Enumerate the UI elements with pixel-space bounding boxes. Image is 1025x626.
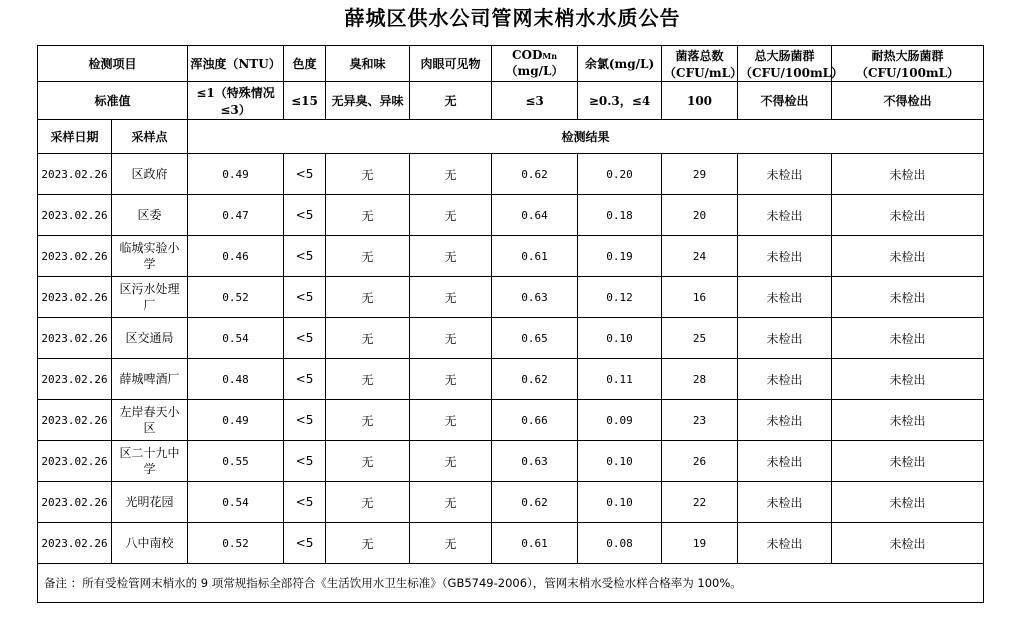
visible-value: 无 bbox=[410, 236, 492, 277]
odor-value: 无 bbox=[326, 195, 410, 236]
sample-location: 八中南校 bbox=[112, 523, 188, 564]
note-text: 备注 ：所有受检管网末梢水的 9 项常规指标全部符合《生活饮用水卫生标准》（GB5749-2006），管网末梢水受检水样合格率为 100%。 bbox=[38, 564, 984, 603]
subheader-results: 检测结果 bbox=[188, 120, 984, 154]
turbidity-value: 0.52 bbox=[188, 523, 284, 564]
thermo-value: 未检出 bbox=[832, 195, 984, 236]
thermo-value: 未检出 bbox=[832, 236, 984, 277]
thermo-value: 未检出 bbox=[832, 400, 984, 441]
coliform-value: 未检出 bbox=[738, 236, 832, 277]
standard-visible: 无 bbox=[410, 82, 492, 120]
table-row bbox=[38, 195, 984, 236]
table-row bbox=[38, 359, 984, 400]
subheader-location: 采样点 bbox=[112, 120, 188, 154]
sample-date: 2023.02.26 bbox=[38, 318, 112, 359]
cod-value: 0.65 bbox=[492, 318, 578, 359]
coliform-value: 未检出 bbox=[738, 441, 832, 482]
sample-date: 2023.02.26 bbox=[38, 441, 112, 482]
visible-value: 无 bbox=[410, 154, 492, 195]
header-row bbox=[38, 46, 984, 82]
table-row bbox=[38, 277, 984, 318]
turbidity-value: 0.49 bbox=[188, 400, 284, 441]
turbidity-value: 0.54 bbox=[188, 318, 284, 359]
header-cod bbox=[492, 46, 578, 82]
bacteria-value: 22 bbox=[662, 482, 738, 523]
subheader-date: 采样日期 bbox=[38, 120, 112, 154]
header-chlorine: 余氯(mg/L) bbox=[578, 46, 662, 82]
color-value: <5 bbox=[284, 195, 326, 236]
header-item: 检测项目 bbox=[38, 46, 188, 82]
thermo-value: 未检出 bbox=[832, 523, 984, 564]
visible-value: 无 bbox=[410, 359, 492, 400]
bacteria-value: 28 bbox=[662, 359, 738, 400]
chlorine-value: 0.18 bbox=[578, 195, 662, 236]
note-row bbox=[38, 564, 984, 603]
coliform-value: 未检出 bbox=[738, 154, 832, 195]
coliform-value: 未检出 bbox=[738, 318, 832, 359]
sample-location: 区污水处理厂 bbox=[112, 277, 188, 318]
chlorine-value: 0.10 bbox=[578, 482, 662, 523]
thermo-value: 未检出 bbox=[832, 359, 984, 400]
sample-date: 2023.02.26 bbox=[38, 482, 112, 523]
header-cod-sub: Mn bbox=[542, 51, 558, 61]
cod-value: 0.62 bbox=[492, 359, 578, 400]
bacteria-value: 29 bbox=[662, 154, 738, 195]
chlorine-value: 0.10 bbox=[578, 318, 662, 359]
table-row bbox=[38, 236, 984, 277]
odor-value: 无 bbox=[326, 236, 410, 277]
odor-value: 无 bbox=[326, 400, 410, 441]
visible-value: 无 bbox=[410, 277, 492, 318]
coliform-value: 未检出 bbox=[738, 523, 832, 564]
cod-value: 0.66 bbox=[492, 400, 578, 441]
color-value: <5 bbox=[284, 236, 326, 277]
chlorine-value: 0.08 bbox=[578, 523, 662, 564]
standard-color: ≤15 bbox=[284, 82, 326, 120]
sample-location: 区二十九中学 bbox=[112, 441, 188, 482]
thermo-value: 未检出 bbox=[832, 154, 984, 195]
bacteria-value: 24 bbox=[662, 236, 738, 277]
standard-thermo: 不得检出 bbox=[832, 82, 984, 120]
standard-chlorine: ≥0.3，≤4 bbox=[578, 82, 662, 120]
coliform-value: 未检出 bbox=[738, 400, 832, 441]
header-coliform: 总大肠菌群（CFU/100mL） bbox=[738, 46, 832, 82]
chlorine-value: 0.11 bbox=[578, 359, 662, 400]
bacteria-value: 19 bbox=[662, 523, 738, 564]
odor-value: 无 bbox=[326, 523, 410, 564]
table-row bbox=[38, 154, 984, 195]
odor-value: 无 bbox=[326, 359, 410, 400]
odor-value: 无 bbox=[326, 318, 410, 359]
odor-value: 无 bbox=[326, 154, 410, 195]
sample-location: 区政府 bbox=[112, 154, 188, 195]
table-row bbox=[38, 523, 984, 564]
page-title: 薛城区供水公司管网末梢水水质公告 bbox=[344, 6, 681, 30]
cod-value: 0.61 bbox=[492, 236, 578, 277]
turbidity-value: 0.55 bbox=[188, 441, 284, 482]
standard-turbidity: ≤1（特殊情况≤3） bbox=[188, 82, 284, 120]
turbidity-value: 0.52 bbox=[188, 277, 284, 318]
thermo-value: 未检出 bbox=[832, 482, 984, 523]
water-quality-table bbox=[37, 45, 984, 603]
color-value: <5 bbox=[284, 482, 326, 523]
visible-value: 无 bbox=[410, 318, 492, 359]
turbidity-value: 0.46 bbox=[188, 236, 284, 277]
bacteria-value: 16 bbox=[662, 277, 738, 318]
header-visible: 肉眼可见物 bbox=[410, 46, 492, 82]
odor-value: 无 bbox=[326, 482, 410, 523]
chlorine-value: 0.10 bbox=[578, 441, 662, 482]
turbidity-value: 0.47 bbox=[188, 195, 284, 236]
bacteria-value: 23 bbox=[662, 400, 738, 441]
coliform-value: 未检出 bbox=[738, 277, 832, 318]
header-odor: 臭和味 bbox=[326, 46, 410, 82]
sample-date: 2023.02.26 bbox=[38, 195, 112, 236]
table-row bbox=[38, 318, 984, 359]
sample-date: 2023.02.26 bbox=[38, 400, 112, 441]
sample-location: 区交通局 bbox=[112, 318, 188, 359]
visible-value: 无 bbox=[410, 523, 492, 564]
sample-location: 区委 bbox=[112, 195, 188, 236]
turbidity-value: 0.54 bbox=[188, 482, 284, 523]
standard-bacteria: 100 bbox=[662, 82, 738, 120]
odor-value: 无 bbox=[326, 441, 410, 482]
coliform-value: 未检出 bbox=[738, 359, 832, 400]
standard-cod: ≤3 bbox=[492, 82, 578, 120]
table-row bbox=[38, 441, 984, 482]
sample-date: 2023.02.26 bbox=[38, 359, 112, 400]
header-color: 色度 bbox=[284, 46, 326, 82]
sample-location: 临城实验小学 bbox=[112, 236, 188, 277]
sample-location: 薛城啤酒厂 bbox=[112, 359, 188, 400]
sample-date: 2023.02.26 bbox=[38, 523, 112, 564]
sample-date: 2023.02.26 bbox=[38, 236, 112, 277]
header-bacteria: 菌落总数（CFU/mL） bbox=[662, 46, 738, 82]
standard-label: 标准值 bbox=[38, 82, 188, 120]
table-row bbox=[38, 482, 984, 523]
standard-coliform: 不得检出 bbox=[738, 82, 832, 120]
cod-value: 0.63 bbox=[492, 441, 578, 482]
chlorine-value: 0.09 bbox=[578, 400, 662, 441]
cod-value: 0.63 bbox=[492, 277, 578, 318]
color-value: <5 bbox=[284, 400, 326, 441]
header-thermo: 耐热大肠菌群（CFU/100mL） bbox=[832, 46, 984, 82]
coliform-value: 未检出 bbox=[738, 482, 832, 523]
bacteria-value: 25 bbox=[662, 318, 738, 359]
coliform-value: 未检出 bbox=[738, 195, 832, 236]
sample-location: 光明花园 bbox=[112, 482, 188, 523]
header-cod-main: COD bbox=[511, 48, 543, 62]
thermo-value: 未检出 bbox=[832, 277, 984, 318]
subheader-row bbox=[38, 120, 984, 154]
color-value: <5 bbox=[284, 277, 326, 318]
bacteria-value: 20 bbox=[662, 195, 738, 236]
visible-value: 无 bbox=[410, 195, 492, 236]
odor-value: 无 bbox=[326, 277, 410, 318]
color-value: <5 bbox=[284, 318, 326, 359]
chlorine-value: 0.20 bbox=[578, 154, 662, 195]
color-value: <5 bbox=[284, 441, 326, 482]
turbidity-value: 0.49 bbox=[188, 154, 284, 195]
thermo-value: 未检出 bbox=[832, 441, 984, 482]
visible-value: 无 bbox=[410, 441, 492, 482]
cod-value: 0.62 bbox=[492, 154, 578, 195]
standard-odor: 无异臭、异味 bbox=[326, 82, 410, 120]
thermo-value: 未检出 bbox=[832, 318, 984, 359]
visible-value: 无 bbox=[410, 482, 492, 523]
visible-value: 无 bbox=[410, 400, 492, 441]
header-turbidity: 浑浊度（NTU） bbox=[188, 46, 284, 82]
header-cod-unit: （mg/L） bbox=[505, 64, 564, 78]
sample-date: 2023.02.26 bbox=[38, 154, 112, 195]
color-value: <5 bbox=[284, 359, 326, 400]
sample-date: 2023.02.26 bbox=[38, 277, 112, 318]
standard-row bbox=[38, 82, 984, 120]
cod-value: 0.61 bbox=[492, 523, 578, 564]
turbidity-value: 0.48 bbox=[188, 359, 284, 400]
bacteria-value: 26 bbox=[662, 441, 738, 482]
chlorine-value: 0.12 bbox=[578, 277, 662, 318]
cod-value: 0.62 bbox=[492, 482, 578, 523]
chlorine-value: 0.19 bbox=[578, 236, 662, 277]
color-value: <5 bbox=[284, 154, 326, 195]
color-value: <5 bbox=[284, 523, 326, 564]
cod-value: 0.64 bbox=[492, 195, 578, 236]
sample-location: 左岸春天小区 bbox=[112, 400, 188, 441]
table-row bbox=[38, 400, 984, 441]
